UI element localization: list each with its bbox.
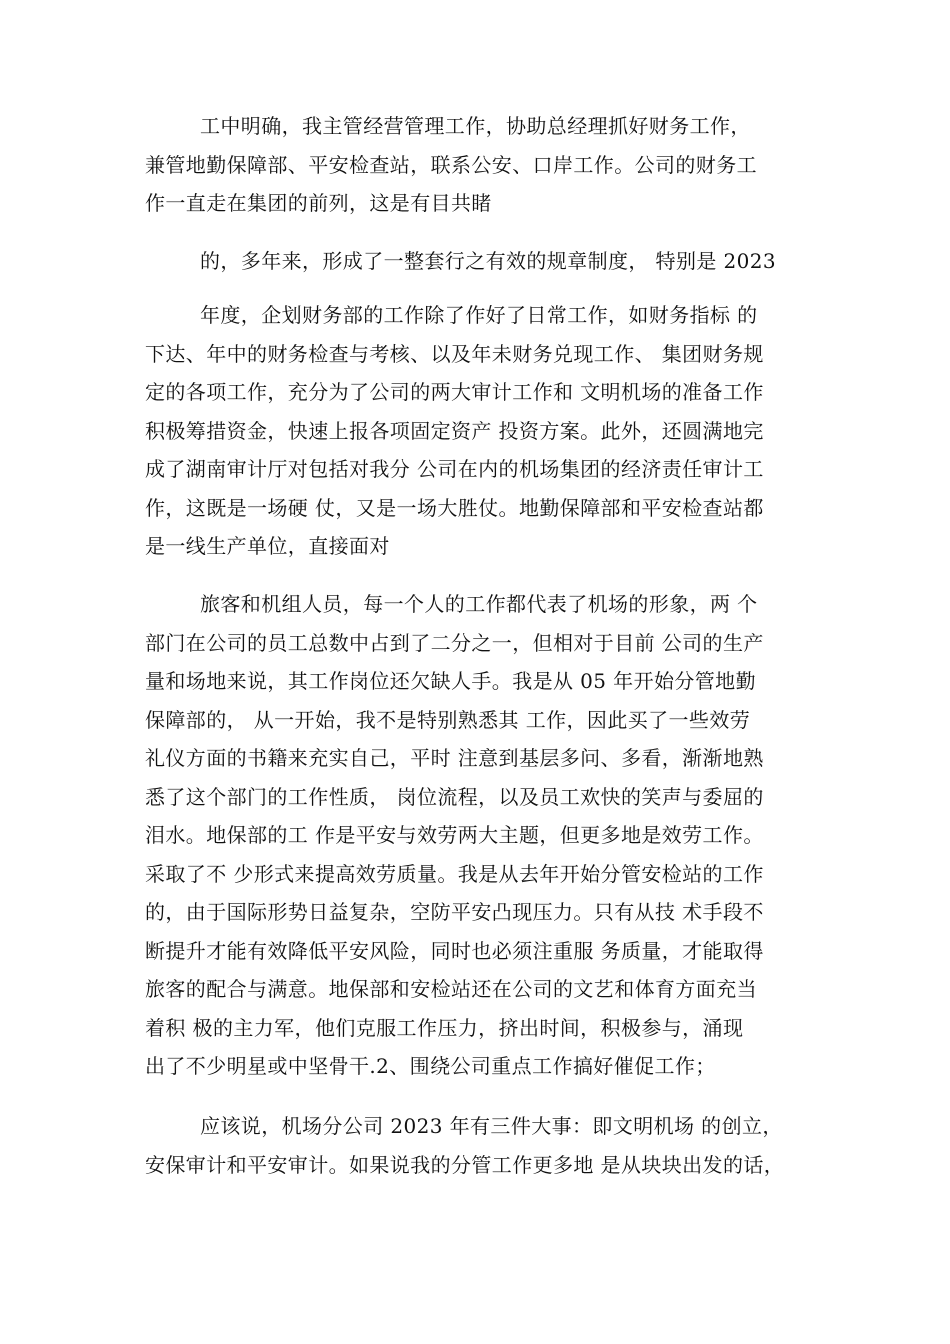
- text-line: 兼管地勤保障部、平安检查站，联系公安、口岸工作。公司的财务工: [145, 152, 757, 177]
- text-line: 作一直走在集团的前列，这是有目共睹: [145, 191, 492, 215]
- text-line: 作，这既是一场硬 仗，又是一场大胜仗。地勤保障部和平安检查站都: [145, 495, 764, 520]
- text-line: 是一线生产单位，直接面对: [145, 534, 390, 558]
- text-line: 采取了不 少形式来提高效劳质量。我是从去年开始分管安检站的工作: [145, 861, 764, 886]
- paragraph-3: [145, 296, 825, 566]
- text-line: 着积 极的主力军，他们克服工作压力，挤出时间，积极参与，涌现: [145, 1015, 744, 1040]
- text-line: 工中明确，我主管经营管理工作，协助总经理抓好财务工作，: [200, 114, 751, 138]
- text-line: 下达、年中的财务检查与考核、以及年未财务兑现工作、 集团财务规: [145, 341, 764, 366]
- text-line: 部门在公司的员工总数中占到了二分之一，但相对于目前 公司的生产: [145, 630, 764, 655]
- text-line: 安保审计和平安审计。如果说我的分管工作更多地 是从块块出发的话，: [145, 1152, 785, 1177]
- text-line: 保障部的， 从一开始，我不是特别熟悉其 工作，因此买了一些效劳: [145, 707, 751, 732]
- text-line: 应该说，机场分公司 2023 年有三件大事：即文明机场 的创立，: [200, 1114, 783, 1138]
- text-line: 悉了这个部门的工作性质， 岗位流程，以及员工欢快的笑声与委屈的: [145, 784, 764, 809]
- paragraph-4: [145, 585, 825, 1086]
- text-line: 泪水。地保部的工 作是平安与效劳两大主题，但更多地是效劳工作。: [145, 823, 764, 847]
- text-line: 断提升才能有效降低平安风险，同时也必须注重服 务质量，才能取得: [145, 938, 764, 963]
- paragraph-2: [145, 242, 825, 281]
- text-line: 礼仪方面的书籍来充实自己，平时 注意到基层多问、多看，渐渐地熟: [145, 746, 764, 770]
- paragraph-1: [145, 107, 825, 223]
- text-line: 定的各项工作，充分为了公司的两大审计工作和 文明机场的准备工作: [145, 380, 764, 404]
- text-line: 的，由于国际形势日益复杂，空防平安凸现压力。只有从技 术手段不: [145, 900, 764, 924]
- text-line: 的，多年来，形成了一整套行之有效的规章制度， 特别是 2023: [200, 249, 777, 273]
- text-line: 旅客和机组人员，每一个人的工作都代表了机场的形象，两 个: [200, 592, 758, 616]
- text-line: 成了湖南审计厅对包括对我分 公司在内的机场集团的经济责任审计工: [145, 457, 764, 481]
- text-line: 旅客的配合与满意。地保部和安检站还在公司的文艺和体育方面充当: [145, 977, 757, 1001]
- paragraph-5: [145, 1107, 825, 1184]
- text-line: 量和场地来说，其工作岗位还欠缺人手。我是从 05 年开始分管地勤: [145, 669, 756, 693]
- text-line: 年度，企划财务部的工作除了作好了日常工作，如财务指标 的: [200, 303, 758, 327]
- text-line: 出了不少明星或中坚骨干.2、围绕公司重点工作搞好催促工作；: [145, 1054, 716, 1078]
- text-line: 积极筹措资金，快速上报各项固定资产 投资方案。此外，还圆满地完: [145, 418, 764, 443]
